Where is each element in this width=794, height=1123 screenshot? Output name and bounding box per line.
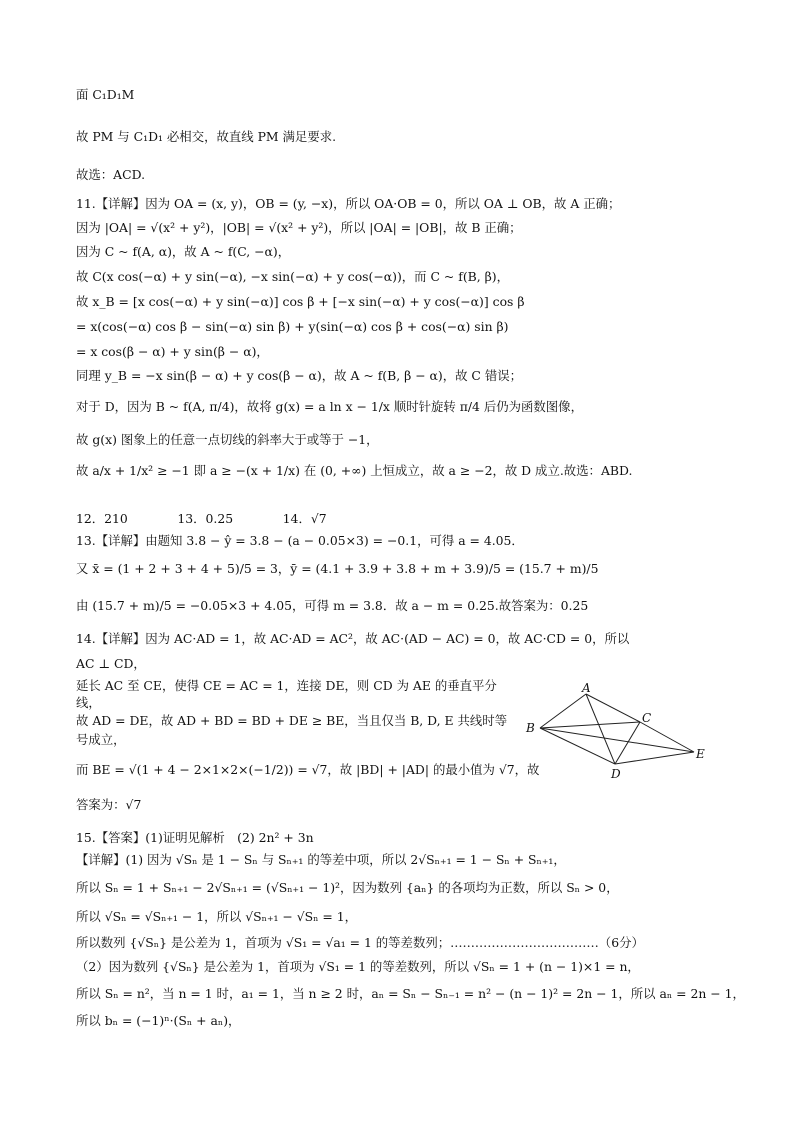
text-line: 延长 AC 至 CE，使得 CE = AC = 1，连接 DE，则 CD 为 AE 的垂直平分 xyxy=(76,678,497,693)
text-line: 15.【答案】(1)证明见解析 (2) 2n² + 3n xyxy=(76,830,314,845)
label-D: D xyxy=(611,767,621,781)
text-line: 故 C(x cos(−α) + y sin(−α), −x sin(−α) + y cos(−α))，而 C ~ f(B, β)， xyxy=(76,269,510,284)
text-line: 11.【详解】因为 OA = (x, y)，OB = (y, −x)，所以 OA·OB = 0，所以 OA ⊥ OB，故 A 正确； xyxy=(76,196,621,211)
label-B: B xyxy=(526,721,535,735)
text-line: 又 x̄ = (1 + 2 + 3 + 4 + 5)/5 = 3，ȳ = (4.1 + 3.9 + 3.8 + m + 3.9)/5 = (15.7 + m)/5 xyxy=(76,561,599,576)
text-line: 14.【详解】因为 AC·AD = 1，故 AC·AD = AC²，故 AC·(AD − AC) = 0，故 AC·CD = 0，所以 xyxy=(76,631,630,646)
text-line: 故 x_B = [x cos(−α) + y sin(−α)] cos β + [−x sin(−α) + y cos(−α)] cos β xyxy=(76,294,525,309)
text-line: 所以 √Sₙ = √Sₙ₊₁ − 1，所以 √Sₙ₊₁ − √Sₙ = 1， xyxy=(76,909,358,924)
text-line: = x(cos(−α) cos β − sin(−α) sin β) + y(sin(−α) cos β + cos(−α) sin β) xyxy=(76,319,509,334)
text-line: 所以 bₙ = (−1)ⁿ·(Sₙ + aₙ)， xyxy=(76,1013,241,1028)
text-line: 故 PM 与 C₁D₁ 必相交，故直线 PM 满足要求. xyxy=(76,129,337,144)
text-line: 故选：ACD. xyxy=(76,167,146,182)
text-line: 答案为：√7 xyxy=(76,797,142,812)
text-line: 面 C₁D₁M xyxy=(76,87,135,102)
text-line: 线， xyxy=(76,695,101,710)
text-line: 所以 Sₙ = n²，当 n = 1 时，a₁ = 1，当 n ≥ 2 时，aₙ = Sₙ − Sₙ₋₁ = n² − (n − 1)² = 2n − 1，所以 aₙ = 2n − 1， xyxy=(76,986,745,1001)
label-E: E xyxy=(696,747,705,761)
text-line: = x cos(β − α) + y sin(β − α)， xyxy=(76,344,269,359)
label-C: C xyxy=(642,711,652,725)
edge-AC xyxy=(586,694,640,722)
text-line: 13.【详解】由题知 3.8 − ŷ = 3.8 − (a − 0.05×3) = −0.1，可得 a = 4.05． xyxy=(76,533,524,548)
label-A: A xyxy=(582,682,591,695)
text-line: 所以数列 {√Sₙ} 是公差为 1，首项为 √S₁ = √a₁ = 1 的等差数列；………………………………（6分） xyxy=(76,935,644,950)
text-line: 故 g(x) 图象上的任意一点切线的斜率大于或等于 −1， xyxy=(76,432,379,447)
edge-DE xyxy=(615,752,694,764)
text-line: 12．210 13．0.25 14．√7 xyxy=(76,511,327,526)
text-line: 对于 D，因为 B ~ f(A, π/4)，故将 g(x) = a ln x − 1/x 顺时针旋转 π/4 后仍为函数图像， xyxy=(76,399,583,414)
geometry-figure xyxy=(520,682,720,782)
text-line: 故 AD = DE，故 AD + BD = BD + DE ≥ BE，当且仅当 B, D, E 共线时等 xyxy=(76,713,508,728)
text-line: 因为 |OA| = √(x² + y²)，|OB| = √(x² + y²)，所以 |OA| = |OB|，故 B 正确； xyxy=(76,220,522,235)
edge-BC xyxy=(540,722,640,728)
text-line: 所以 Sₙ = 1 + Sₙ₊₁ − 2√Sₙ₊₁ = (√Sₙ₊₁ − 1)²，因为数列 {aₙ} 的各项均为正数，所以 Sₙ > 0， xyxy=(76,880,619,895)
figure-edges xyxy=(540,694,694,764)
text-line: （2）因为数列 {√Sₙ} 是公差为 1，首项为 √S₁ = 1 的等差数列，所以 √Sₙ = 1 + (n − 1)×1 = n， xyxy=(76,959,640,974)
text-line: 而 BE = √(1 + 4 − 2×1×2×(−1/2)) = √7，故 |BD| + |AD| 的最小值为 √7，故 xyxy=(76,762,540,777)
text-line: AC ⊥ CD， xyxy=(76,656,146,671)
text-line: 由 (15.7 + m)/5 = −0.05×3 + 4.05，可得 m = 3.8．故 a − m = 0.25.故答案为：0.25 xyxy=(76,598,589,613)
text-line: 因为 C ~ f(A, α)，故 A ~ f(C, −α)， xyxy=(76,244,291,259)
text-line: 故 a/x + 1/x² ≥ −1 即 a ≥ −(x + 1/x) 在 (0, +∞) 上恒成立，故 a ≥ −2，故 D 成立.故选：ABD. xyxy=(76,463,633,478)
edge-BE xyxy=(540,728,694,752)
text-line: 【详解】(1) 因为 √Sₙ 是 1 − Sₙ 与 Sₙ₊₁ 的等差中项，所以 2√Sₙ₊₁ = 1 − Sₙ + Sₙ₊₁， xyxy=(76,852,566,867)
text-line: 同理 y_B = −x sin(β − α) + y cos(β − α)，故 A ~ f(B, β − α)，故 C 错误； xyxy=(76,368,523,383)
edge-AD xyxy=(586,694,615,764)
text-line: 号成立， xyxy=(76,732,126,747)
edge-BA xyxy=(540,694,586,728)
